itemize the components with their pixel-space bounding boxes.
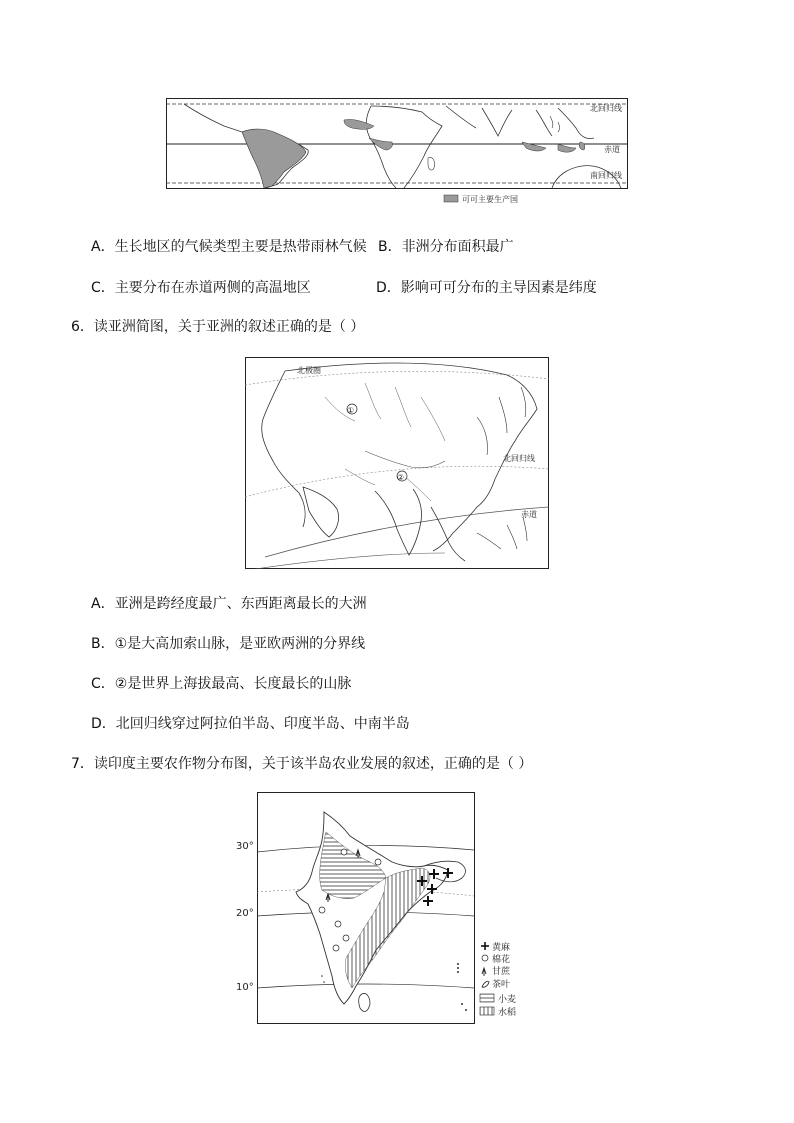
q5-option-a[interactable]: A．生长地区的气候类型主要是热带雨林气候 — [91, 239, 367, 255]
q5-option-c[interactable]: C．主要分布在赤道两侧的高温地区 — [91, 280, 311, 296]
rice-legend-label: 水稻 — [498, 1008, 517, 1018]
mark-1-label: ① — [347, 406, 355, 415]
mark-2-label: ② — [397, 473, 405, 482]
arctic-circle-label: 北极圈 — [297, 366, 321, 375]
equator-label-asia: 赤道 — [521, 510, 537, 519]
q6-option-b[interactable]: B．①是大高加索山脉，是亚欧两洲的分界线 — [91, 636, 366, 652]
tropic-of-capricorn-label: 南回归线 — [590, 171, 622, 180]
asia-map — [245, 357, 549, 569]
q6-stem: 6．读亚洲简图，关于亚洲的叙述正确的是（ ） — [71, 319, 365, 335]
q6-option-c[interactable]: C．②是世界上海拔最高、长度最长的山脉 — [91, 676, 352, 692]
lat-30-label: 30° — [236, 841, 254, 852]
tropic-of-cancer-label: 北回归线 — [590, 104, 622, 113]
sugarcane-legend-label: 甘蔗 — [492, 967, 511, 977]
q5-option-b[interactable]: B．非洲分布面积最广 — [378, 239, 514, 255]
tropic-label: 北回归线 — [503, 454, 535, 463]
india-crop-map — [226, 792, 540, 1028]
tea-legend-label: 茶叶 — [492, 980, 511, 990]
crop-legend — [480, 941, 516, 1018]
wheat-legend-label: 小麦 — [498, 995, 517, 1005]
cotton-legend-label: 棉花 — [492, 955, 511, 965]
q7-stem: 7．读印度主要农作物分布图，关于该半岛农业发展的叙述，正确的是（ ） — [71, 756, 533, 772]
q6-option-a[interactable]: A．亚洲是跨经度最广、东西距离最长的大洲 — [91, 596, 367, 612]
lat-20-label: 20° — [236, 908, 254, 919]
lat-10-label: 10° — [236, 982, 254, 993]
equator-label: 赤道 — [604, 145, 620, 154]
q5-option-d[interactable]: D．影响可可分布的主导因素是纬度 — [376, 280, 597, 296]
jute-legend-label: 黄麻 — [492, 943, 511, 953]
cocoa-legend-label: 可可主要生产国 — [462, 195, 518, 204]
q6-option-d[interactable]: D．北回归线穿过阿拉伯半岛、印度半岛、中南半岛 — [91, 716, 410, 732]
cocoa-legend-swatch — [444, 195, 458, 202]
cocoa-world-map — [166, 98, 628, 206]
